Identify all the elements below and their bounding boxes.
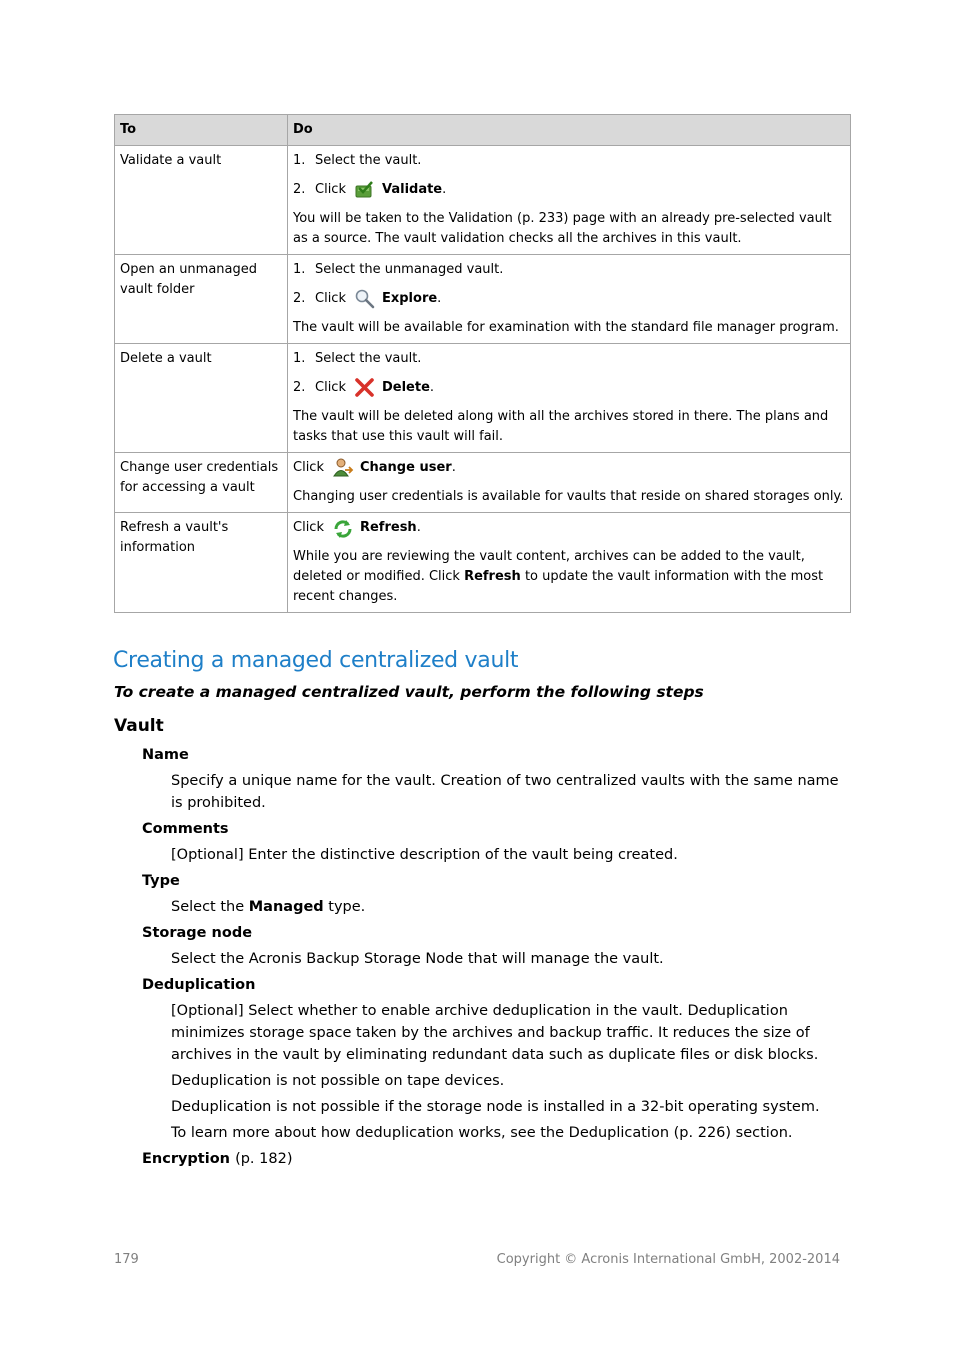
row-do xyxy=(288,453,851,513)
refresh-action: Refresh xyxy=(359,520,417,535)
table-row xyxy=(115,146,851,255)
deduplication-desc-1: [Optional] Select whether to enable archive deduplication in the vault. Deduplication minimizes storage space taken by the archives and backup traffic. It reduces the size of archives in the vault by eliminating redundant data such as duplicate files or disk blocks. xyxy=(171,1003,819,1063)
header-to: To xyxy=(115,115,288,146)
table-row xyxy=(115,255,851,344)
deduplication-desc-2: Deduplication is not possible on tape devices. xyxy=(171,1073,505,1089)
change-user-icon xyxy=(332,458,354,478)
table-header-row xyxy=(115,115,851,146)
name-desc: Specify a unique name for the vault. Creation of two centralized vaults with the same name is prohibited. xyxy=(171,773,839,811)
step-click: Click Refresh . xyxy=(293,518,845,538)
type-term: Type xyxy=(142,873,180,889)
explore-icon xyxy=(354,289,376,309)
validate-icon xyxy=(354,180,376,200)
step-click: Click Change user . xyxy=(293,458,845,478)
encryption-term: Encryption (p. 182) xyxy=(142,1151,293,1167)
row-note: You will be taken to the Validation (p. 233) page with an already pre-selected vault as a source. The vault validation checks all the archives in this vault. xyxy=(293,211,832,246)
step-2: 2. Click Explore . xyxy=(293,289,845,309)
delete-action: Delete xyxy=(381,380,430,395)
deduplication-desc-4: To learn more about how deduplication works, see the Deduplication (p. 226) section. xyxy=(171,1125,793,1141)
row-note: The vault will be available for examination with the standard file manager program. xyxy=(293,320,839,335)
header-do: Do xyxy=(288,115,851,146)
step-2: 2. Click Delete . xyxy=(293,378,845,398)
table-row xyxy=(115,513,851,613)
deduplication-term: Deduplication xyxy=(142,977,256,993)
type-desc: Select the Managed type. xyxy=(171,899,366,915)
section-title: Creating a managed centralized vault xyxy=(113,648,519,673)
row-to: Validate a vault xyxy=(115,146,288,255)
row-note: Changing user credentials is available for vaults that reside on shared storages only. xyxy=(293,489,844,504)
deduplication-desc-3: Deduplication is not possible if the storage node is installed in a 32-bit operating system. xyxy=(171,1099,820,1115)
delete-icon xyxy=(354,378,376,398)
comments-term: Comments xyxy=(142,821,229,837)
storage-node-term: Storage node xyxy=(142,925,253,941)
name-term: Name xyxy=(142,747,189,763)
vault-subheading: Vault xyxy=(114,716,164,736)
refresh-icon xyxy=(332,518,354,538)
step-2: 2. Click Validate . xyxy=(293,180,845,200)
row-do xyxy=(288,146,851,255)
table-row xyxy=(115,344,851,453)
step-1: 1. Select the unmanaged vault. xyxy=(293,262,504,277)
row-to: Refresh a vault's information xyxy=(115,513,288,613)
explore-action: Explore xyxy=(381,291,438,306)
change-user-action: Change user xyxy=(359,460,452,475)
row-do xyxy=(288,255,851,344)
row-do xyxy=(288,344,851,453)
row-note: While you are reviewing the vault content, archives can be added to the vault, deleted or modified. Click Refresh to update the vault information with the most recent changes. xyxy=(293,549,824,604)
row-do xyxy=(288,513,851,613)
row-to: Delete a vault xyxy=(115,344,288,453)
vault-settings xyxy=(142,744,842,1174)
validate-action: Validate xyxy=(381,182,443,197)
row-to: Open an unmanaged vault folder xyxy=(115,255,288,344)
step-1: 1. Select the vault. xyxy=(293,153,422,168)
procedure-heading: To create a managed centralized vault, perform the following steps xyxy=(114,683,704,701)
step-1: 1. Select the vault. xyxy=(293,351,422,366)
actions-table xyxy=(114,114,851,613)
row-note: The vault will be deleted along with all the archives stored in there. The plans and tasks that use this vault will fail. xyxy=(293,409,829,444)
row-to: Change user credentials for accessing a vault xyxy=(115,453,288,513)
page-number: 179 xyxy=(114,1252,139,1267)
comments-desc: [Optional] Enter the distinctive description of the vault being created. xyxy=(171,847,678,863)
copyright: Copyright © Acronis International GmbH, 2002-2014 xyxy=(496,1252,840,1267)
table-row xyxy=(115,453,851,513)
storage-node-desc: Select the Acronis Backup Storage Node that will manage the vault. xyxy=(171,951,664,967)
